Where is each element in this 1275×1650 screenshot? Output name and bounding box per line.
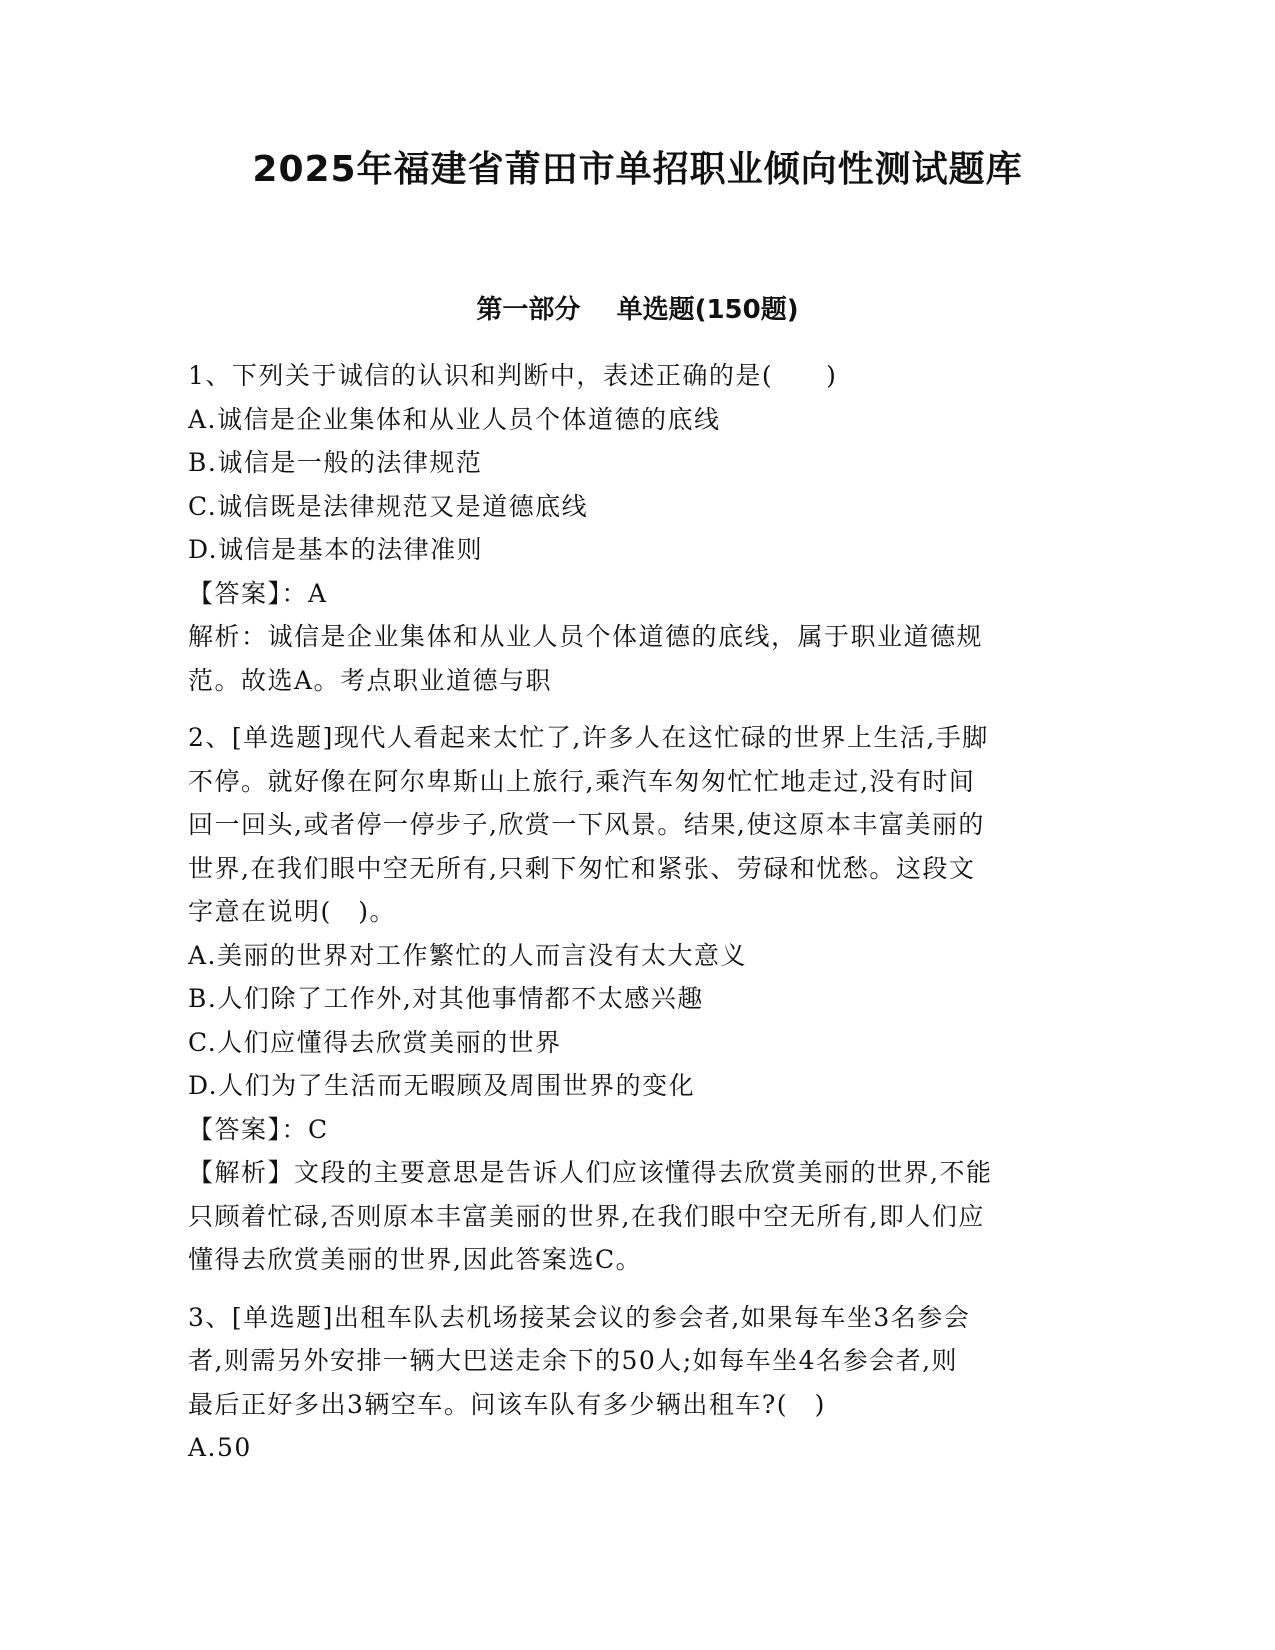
question-2 — [188, 716, 1088, 1282]
question-stem-line: 2、[单选题]现代人看起来太忙了,许多人在这忙碌的世界上生活,手脚 — [188, 723, 989, 752]
document-title: 2025年福建省莆田市单招职业倾向性测试题库 — [252, 149, 1023, 190]
question-stem: 1、下列关于诚信的认识和判断中，表述正确的是( ) — [188, 361, 838, 390]
question-stem-line: 字意在说明( )。 — [188, 897, 397, 926]
option-a: A.美丽的世界对工作繁忙的人而言没有太大意义 — [188, 940, 748, 970]
question-stem-line: 世界,在我们眼中空无所有,只剩下匆忙和紧张、劳碌和忧愁。这段文 — [188, 853, 976, 883]
answer: 【答案】：C — [188, 1114, 329, 1144]
explanation-line: 懂得去欣赏美丽的世界,因此答案选C。 — [188, 1245, 643, 1274]
section-title: 第一部分 单选题(150题) — [476, 295, 799, 325]
question-stem-line: 最后正好多出3辆空车。问该车队有多少辆出租车?( ) — [188, 1389, 826, 1419]
option-b: B.人们除了工作外,对其他事情都不太感兴趣 — [188, 984, 704, 1013]
option-c: C.诚信既是法律规范又是道德底线 — [188, 491, 589, 521]
explanation-line: 只顾着忙碌,否则原本丰富美丽的世界,在我们眼中空无所有,即人们应 — [188, 1201, 985, 1231]
question-stem-line: 不停。就好像在阿尔卑斯山上旅行,乘汽车匆匆忙忙地走过,没有时间 — [188, 766, 976, 796]
explanation-line: 范。故选A。考点职业道德与职 — [188, 665, 553, 695]
option-b: B.诚信是一般的法律规范 — [188, 448, 483, 477]
explanation-line: 【解析】文段的主要意思是告诉人们应该懂得去欣赏美丽的世界,不能 — [188, 1158, 993, 1187]
option-c: C.人们应懂得去欣赏美丽的世界 — [188, 1027, 562, 1057]
answer: 【答案】：A — [188, 578, 328, 608]
option-d: D.人们为了生活而无暇顾及周围世界的变化 — [188, 1071, 696, 1100]
question-1 — [188, 354, 1088, 702]
explanation-line: 解析：诚信是企业集体和从业人员个体道德的底线，属于职业道德规 — [188, 622, 984, 651]
question-stem-line: 者,则需另外安排一辆大巴送走余下的50人;如每车坐4名参会者,则 — [188, 1346, 959, 1375]
option-a: A.诚信是企业集体和从业人员个体道德的底线 — [188, 404, 721, 434]
question-stem-line: 3、[单选题]出租车队去机场接某会议的参会者,如果每车坐3名参会 — [188, 1302, 971, 1332]
option-a: A.50 — [188, 1433, 252, 1462]
option-d: D.诚信是基本的法律准则 — [188, 535, 484, 564]
question-3 — [188, 1296, 1088, 1470]
question-stem-line: 回一回头,或者停一停步子,欣赏一下风景。结果,使这原本丰富美丽的 — [188, 810, 985, 839]
question-list — [188, 354, 1088, 1484]
